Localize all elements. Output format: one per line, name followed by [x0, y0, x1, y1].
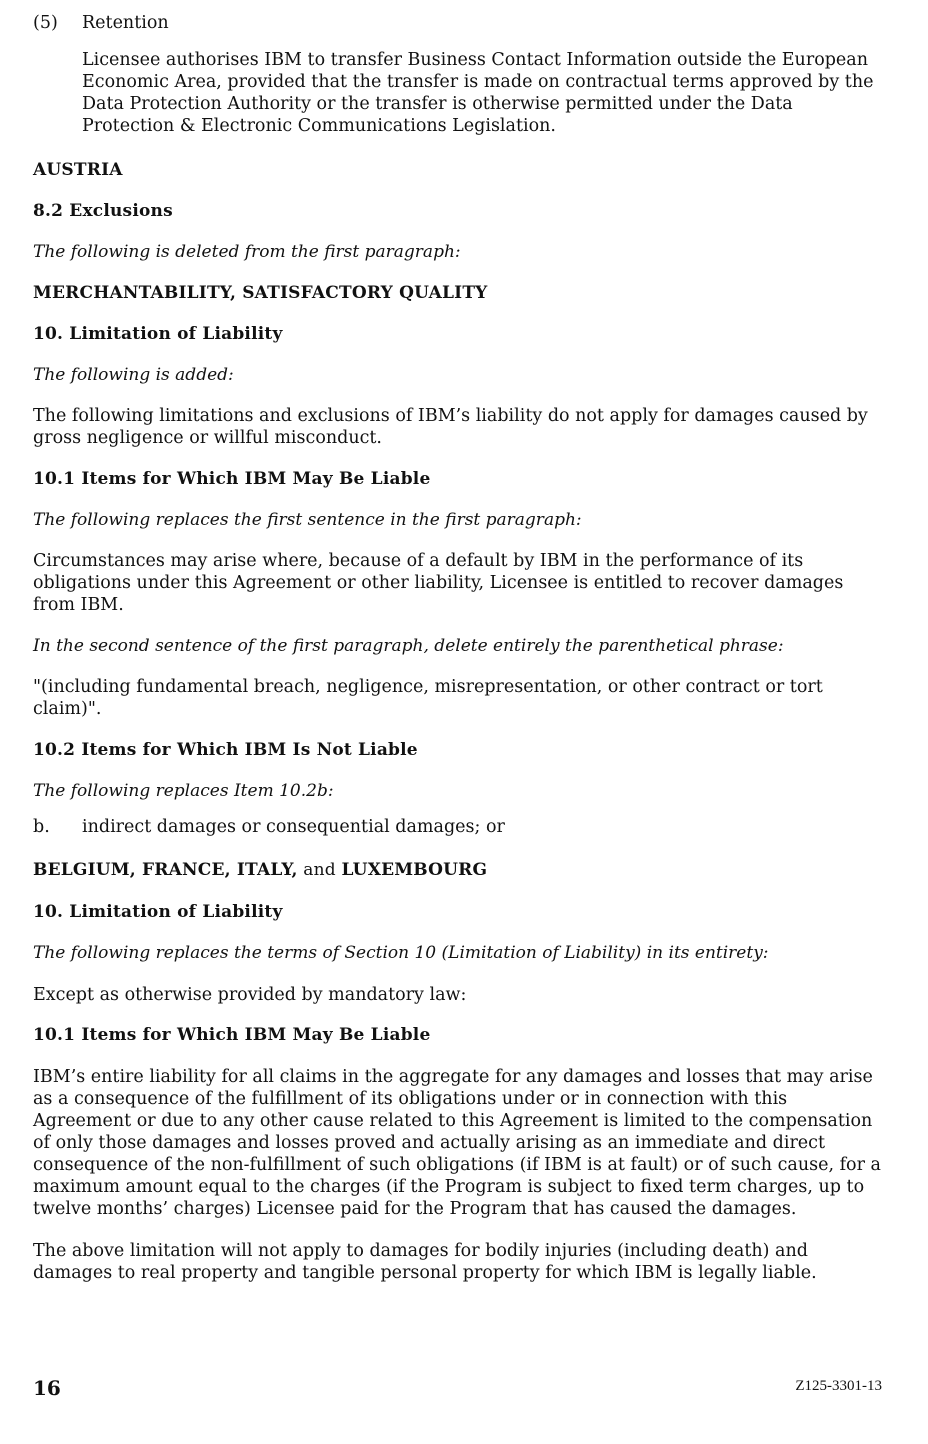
retention-title: Retention	[82, 13, 169, 33]
retention-heading	[33, 12, 883, 34]
belgium-heading-and: and	[297, 860, 342, 880]
belgium-limitation-heading: 10. Limitation of Liability	[33, 902, 283, 922]
belgium-paragraph-2: The above limitation will not apply to damages for bodily injuries (including death) and damages to real property and tangible personal property for which IBM is legally liable.	[33, 1241, 817, 1283]
document-page	[33, 12, 883, 1284]
retention-number: (5)	[33, 13, 58, 33]
austria-may-be-liable-note: The following replaces the first sentence in the first paragraph:	[33, 510, 582, 530]
belgium-heading	[33, 859, 883, 881]
document-id: Z125-3301-13	[795, 1378, 882, 1394]
austria-heading: AUSTRIA	[33, 160, 123, 180]
austria-exclusions-text: MERCHANTABILITY, SATISFACTORY QUALITY	[33, 283, 488, 303]
austria-exclusions-heading: 8.2 Exclusions	[33, 201, 173, 221]
austria-second-sentence-text: "(including fundamental breach, negligence, misrepresentation, or other contract or tort claim)".	[33, 677, 823, 719]
austria-may-be-liable-heading: 10.1 Items for Which IBM May Be Liable	[33, 469, 431, 489]
austria-may-be-liable-text: Circumstances may arise where, because of a default by IBM in the performance of its obligations under this Agreement or other liability, Licensee is entitled to recover damages from IBM.	[33, 551, 844, 615]
austria-limitation-text: The following limitations and exclusions of IBM’s liability do not apply for damages caused by gross negligence or willful misconduct.	[33, 406, 868, 448]
belgium-heading-part1: BELGIUM, FRANCE, ITALY,	[33, 860, 298, 880]
retention-body: Licensee authorises IBM to transfer Business Contact Information outside the European Economic Area, provided that the transfer is made on contractual terms approved by the Data Protection Authority or the transfer is otherwise permitted under the Data Protection & Electronic Communications Legislation.	[82, 50, 874, 136]
item-b-text: indirect damages or consequential damages; or	[82, 817, 505, 837]
belgium-paragraph-1: IBM’s entire liability for all claims in the aggregate for any damages and losses that may arise as a consequence of the fulfillment of its obligations under or in connection with this Agreement or due to any other cause related to this Agreement is limited to the compensation of only those damages and losses proved and actually arising as an immediate and direct consequence of the non-fulfillment of such obligations (if IBM is at fault) or of such cause, for a maximum amount equal to the charges (if the Program is subject to fixed term charges, up to twelve months’ charges) Licensee paid for the Program that has caused the damages.	[33, 1067, 881, 1219]
page-number: 16	[33, 1376, 61, 1400]
austria-limitation-heading: 10. Limitation of Liability	[33, 324, 283, 344]
belgium-limitation-note: The following replaces the terms of Section 10 (Limitation of Liability) in its entirety:	[33, 943, 769, 963]
belgium-may-be-liable-heading: 10.1 Items for Which IBM May Be Liable	[33, 1025, 431, 1045]
item-b-label: b.	[33, 817, 50, 837]
austria-second-sentence-note: In the second sentence of the first paragraph, delete entirely the parenthetical phrase:	[33, 636, 784, 656]
austria-limitation-note: The following is added:	[33, 365, 234, 385]
austria-item-b	[33, 816, 883, 838]
austria-not-liable-note: The following replaces Item 10.2b:	[33, 781, 334, 801]
belgium-limitation-text: Except as otherwise provided by mandatory law:	[33, 985, 467, 1005]
austria-not-liable-heading: 10.2 Items for Which IBM Is Not Liable	[33, 740, 418, 760]
belgium-heading-part2: LUXEMBOURG	[341, 860, 488, 880]
austria-exclusions-note: The following is deleted from the first paragraph:	[33, 242, 461, 262]
